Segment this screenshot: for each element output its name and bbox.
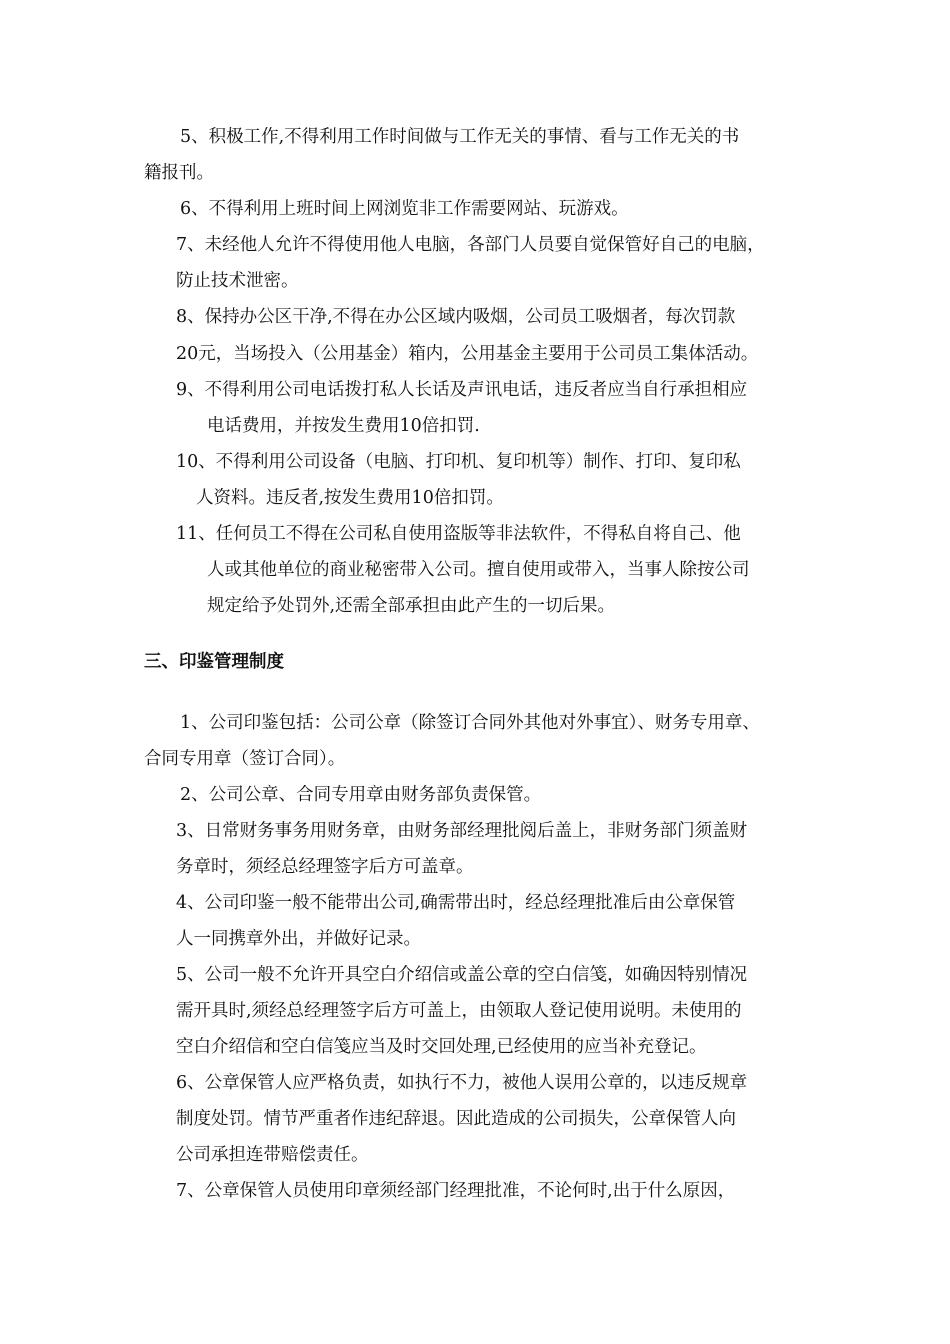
section-heading: 三、印鉴管理制度	[144, 652, 284, 672]
seal-item-6-line-1: 6、公章保管人应严格负责，如执行不力，被他人误用公章的，以违反规章	[176, 1073, 748, 1093]
item-8-line-2: 20元，当场投入（公用基金）箱内，公用基金主要用于公司员工集体活动。	[176, 344, 759, 364]
item-7-line-2: 防止技术泄密。	[176, 271, 299, 291]
seal-item-1-line-1: 1、公司印鉴包括：公司公章（除签订合同外其他对外事宜）、财务专用章、	[180, 713, 760, 733]
seal-item-5-line-3: 空白介绍信和空白信笺应当及时交回处理,已经使用的应当补充登记。	[176, 1037, 707, 1057]
item-11-line-2: 人或其他单位的商业秘密带入公司。擅自使用或带入，当事人除按公司	[207, 560, 750, 580]
seal-item-2-line-1: 2、公司公章、合同专用章由财务部负责保管。	[180, 785, 542, 805]
seal-item-6-line-2: 制度处罚。情节严重者作违纪辞退。因此造成的公司损失，公章保管人向	[176, 1109, 736, 1129]
seal-item-4-line-2: 人一同携章外出，并做好记录。	[176, 929, 421, 949]
item-5-line-2: 籍报刊。	[144, 163, 214, 183]
seal-item-3-line-1: 3、日常财务事务用财务章，由财务部经理批阅后盖上，非财务部门须盖财	[176, 821, 748, 841]
item-7-line-1: 7、未经他人允许不得使用他人电脑，各部门人员要自觉保管好自己的电脑，	[176, 235, 765, 255]
seal-item-7-line-1: 7、公章保管人员使用印章须经部门经理批准，不论何时,出于什么原因，	[176, 1181, 736, 1201]
item-10-line-2: 人资料。违反者,按发生费用10倍扣罚。	[196, 488, 504, 508]
seal-item-4-line-1: 4、公司印鉴一般不能带出公司,确需带出时，经总经理批准后由公章保管	[176, 893, 736, 913]
seal-item-1-line-2: 合同专用章（签订合同）。	[144, 749, 346, 769]
seal-item-5-line-1: 5、公司一般不允许开具空白介绍信或盖公章的空白信笺，如确因特别情况	[176, 965, 748, 985]
item-9-line-2: 电话费用，并按发生费用10倍扣罚.	[207, 416, 480, 436]
item-11-line-3: 规定给予处罚外,还需全部承担由此产生的一切后果。	[207, 596, 616, 616]
seal-item-3-line-2: 务章时，须经总经理签字后方可盖章。	[176, 857, 474, 877]
item-5-line-1: 5、积极工作,不得利用工作时间做与工作无关的事情、看与工作无关的书	[180, 127, 740, 147]
item-8-line-1: 8、保持办公区干净,不得在办公区域内吸烟，公司员工吸烟者，每次罚款	[176, 307, 736, 327]
item-11-line-1: 11、任何员工不得在公司私自使用盗版等非法软件，不得私自将自己、他	[176, 524, 741, 544]
seal-item-6-line-3: 公司承担连带赔偿责任。	[176, 1145, 369, 1165]
seal-item-5-line-2: 需开具时,须经总经理签字后方可盖上，由领取人登记使用说明。未使用的	[176, 1001, 742, 1021]
item-9-line-1: 9、不得利用公司电话拨打私人长话及声讯电话，违反者应当自行承担相应	[176, 380, 748, 400]
item-6-line-1: 6、不得利用上班时间上网浏览非工作需要网站、玩游戏。	[180, 199, 629, 219]
item-10-line-1: 10、不得利用公司设备（电脑、打印机、复印机等）制作、打印、复印私	[176, 452, 741, 472]
